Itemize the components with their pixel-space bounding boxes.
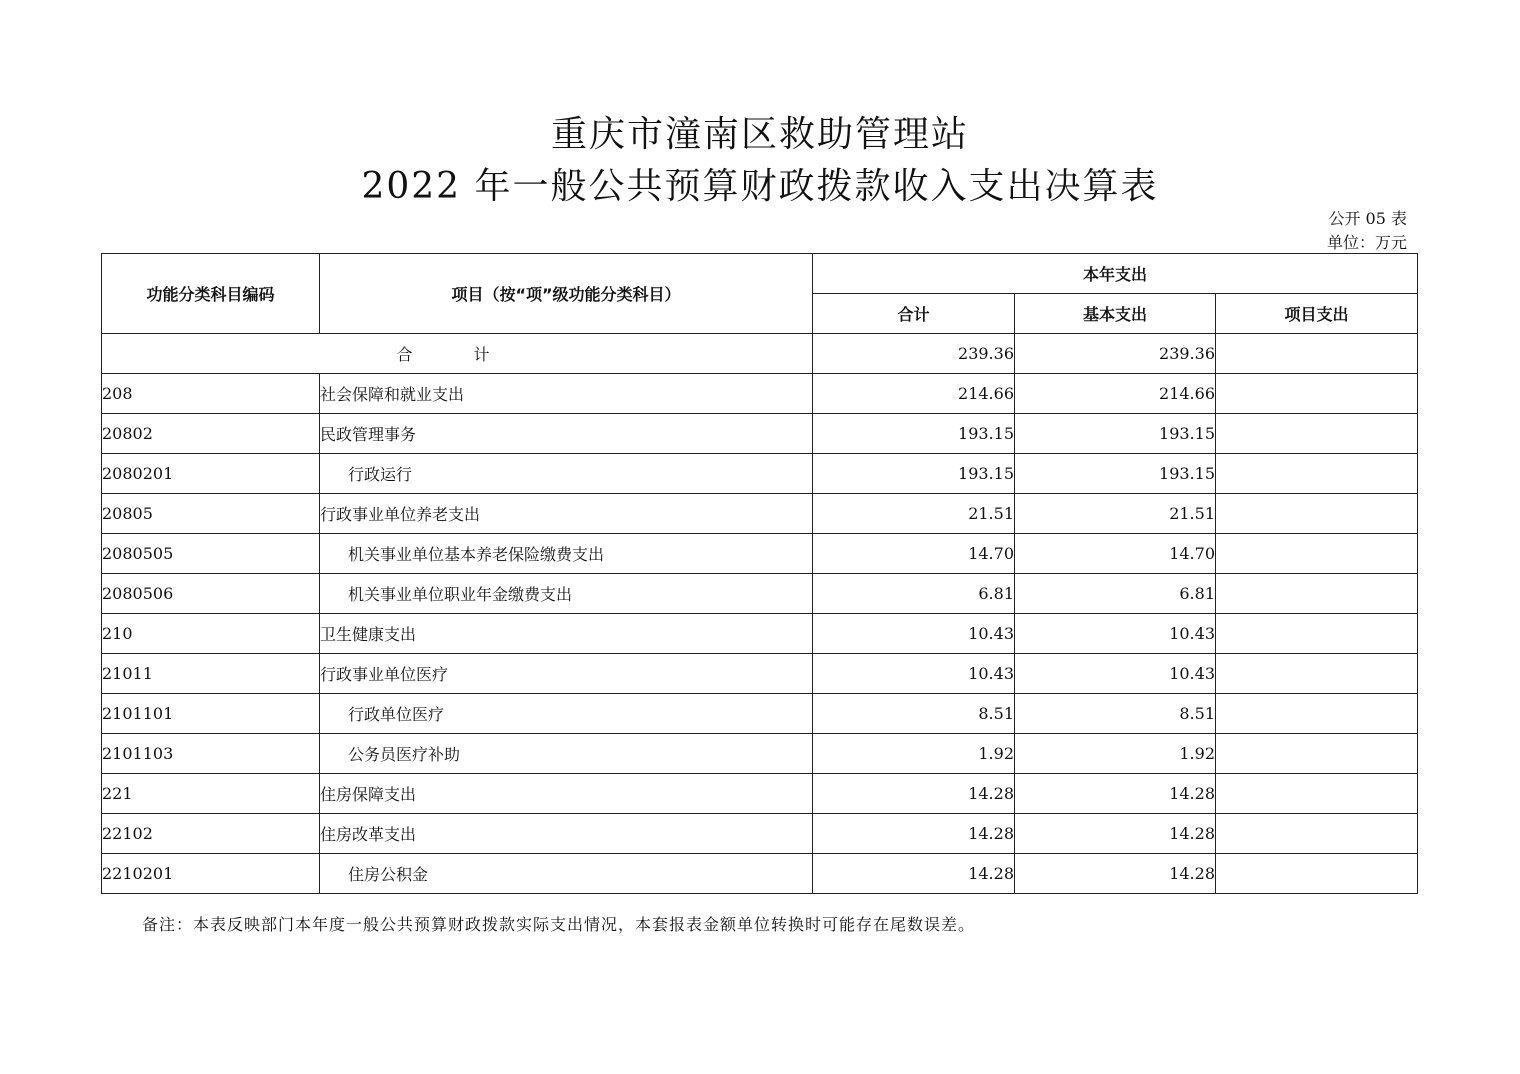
row-project [1216,534,1418,574]
row-total: 10.43 [813,654,1015,694]
footnote: 备注：本表反映部门本年度一般公共预算财政拨款实际支出情况，本套报表金额单位转换时可能存在尾数误差。 [142,915,976,934]
table-row [102,614,1418,654]
row-total: 193.15 [813,414,1015,454]
form-number: 公开 05 表 [1328,209,1407,228]
row-basic: 8.51 [1015,694,1216,734]
row-basic: 14.28 [1015,814,1216,854]
row-code: 2210201 [102,854,320,894]
row-total: 14.28 [813,774,1015,814]
row-basic: 193.15 [1015,454,1216,494]
header-total: 合计 [813,294,1015,334]
header-row-1 [102,254,1418,294]
row-total: 14.28 [813,814,1015,854]
total-project [1216,334,1418,374]
header-current-year: 本年支出 [813,254,1418,294]
budget-table [101,253,1418,894]
page-subtitle: 2022 年一般公共预算财政拨款收入支出决算表 [361,166,1159,207]
row-basic: 6.81 [1015,574,1216,614]
row-name: 民政管理事务 [320,414,813,454]
row-total: 6.81 [813,574,1015,614]
row-name: 行政运行 [320,454,813,494]
row-basic: 214.66 [1015,374,1216,414]
row-name: 住房改革支出 [320,814,813,854]
row-project [1216,734,1418,774]
row-project [1216,774,1418,814]
table-row [102,694,1418,734]
row-name: 社会保障和就业支出 [320,374,813,414]
row-total: 193.15 [813,454,1015,494]
row-basic: 14.28 [1015,854,1216,894]
row-code: 20802 [102,414,320,454]
table-row [102,734,1418,774]
table-row [102,774,1418,814]
row-project [1216,814,1418,854]
row-total: 10.43 [813,614,1015,654]
row-code: 208 [102,374,320,414]
table-row [102,574,1418,614]
row-code: 2080505 [102,534,320,574]
row-code: 20805 [102,494,320,534]
row-project [1216,574,1418,614]
total-basic: 239.36 [1015,334,1216,374]
row-name: 卫生健康支出 [320,614,813,654]
total-label: 合 计 [102,334,813,374]
row-project [1216,414,1418,454]
row-basic: 193.15 [1015,414,1216,454]
table-row [102,494,1418,534]
total-row [102,334,1418,374]
row-basic: 10.43 [1015,654,1216,694]
table-row [102,654,1418,694]
row-code: 21011 [102,654,320,694]
row-name: 住房公积金 [320,854,813,894]
row-code: 22102 [102,814,320,854]
row-name: 行政事业单位医疗 [320,654,813,694]
row-total: 21.51 [813,494,1015,534]
table-row [102,414,1418,454]
row-total: 8.51 [813,694,1015,734]
row-project [1216,614,1418,654]
row-project [1216,454,1418,494]
row-project [1216,694,1418,734]
row-name: 机关事业单位职业年金缴费支出 [320,574,813,614]
row-project [1216,854,1418,894]
row-name: 住房保障支出 [320,774,813,814]
header-code: 功能分类科目编码 [102,254,320,334]
unit-label: 单位：万元 [1326,233,1407,252]
row-code: 210 [102,614,320,654]
table-row [102,814,1418,854]
row-basic: 14.28 [1015,774,1216,814]
table-row [102,534,1418,574]
row-name: 公务员医疗补助 [320,734,813,774]
table-row [102,854,1418,894]
page-title: 重庆市潼南区救助管理站 [550,114,969,155]
row-code: 221 [102,774,320,814]
table-row [102,374,1418,414]
row-project [1216,494,1418,534]
table-row [102,454,1418,494]
row-name: 行政事业单位养老支出 [320,494,813,534]
row-total: 214.66 [813,374,1015,414]
row-name: 机关事业单位基本养老保险缴费支出 [320,534,813,574]
row-basic: 10.43 [1015,614,1216,654]
row-code: 2080506 [102,574,320,614]
row-project [1216,654,1418,694]
row-total: 14.28 [813,854,1015,894]
total-amount: 239.36 [813,334,1015,374]
row-basic: 14.70 [1015,534,1216,574]
row-basic: 21.51 [1015,494,1216,534]
row-code: 2101101 [102,694,320,734]
row-code: 2101103 [102,734,320,774]
row-code: 2080201 [102,454,320,494]
row-basic: 1.92 [1015,734,1216,774]
header-item: 项目（按“项”级功能分类科目） [320,254,813,334]
row-name: 行政单位医疗 [320,694,813,734]
row-project [1216,374,1418,414]
row-total: 1.92 [813,734,1015,774]
row-total: 14.70 [813,534,1015,574]
header-basic: 基本支出 [1015,294,1216,334]
header-project: 项目支出 [1216,294,1418,334]
